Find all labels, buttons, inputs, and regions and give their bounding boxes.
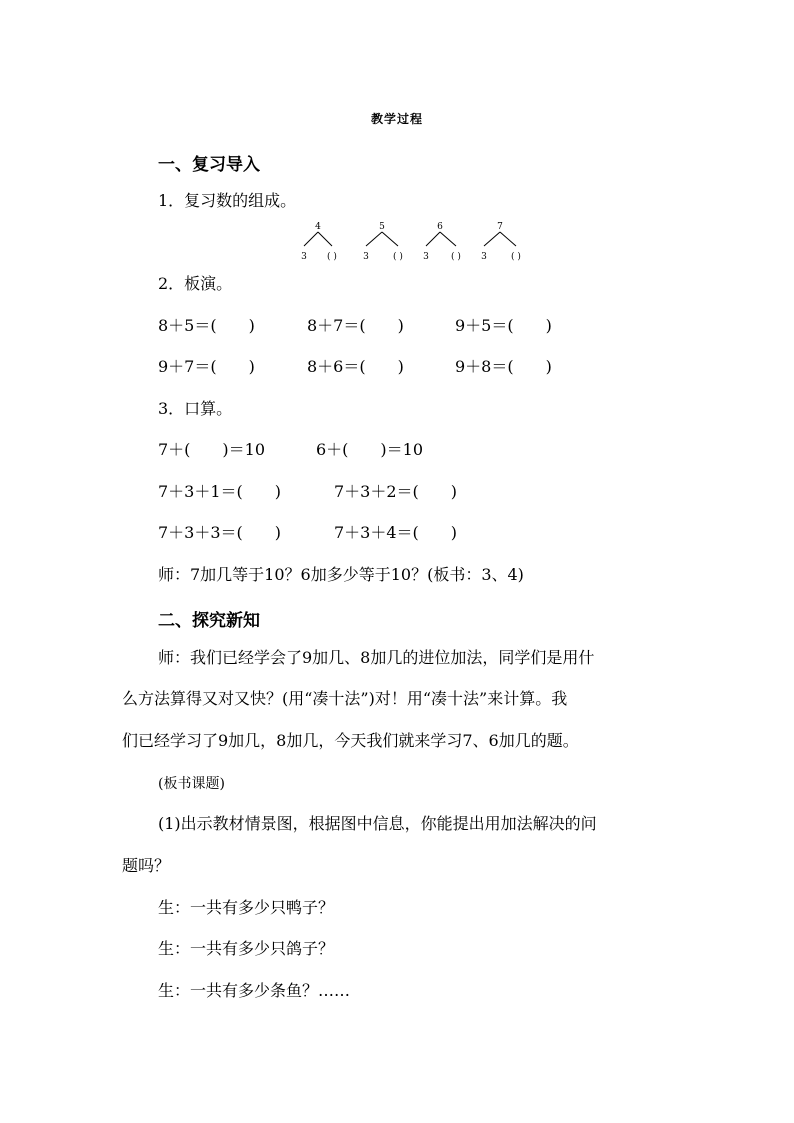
svg-text:3: 3 xyxy=(301,252,307,262)
tree-top-number: 4 xyxy=(315,222,321,232)
section-heading-review: 一、复习导入 xyxy=(158,155,260,175)
board-equation: 9＋8＝( ) xyxy=(455,357,552,376)
svg-text:6: 6 xyxy=(437,222,443,232)
oral-equation: 7＋( )＝10 xyxy=(158,440,266,459)
student-answer: 生：一共有多少条鱼？…… xyxy=(158,981,351,1000)
board-equation: 8＋6＝( ) xyxy=(307,357,404,376)
board-equation: 8＋5＝( ) xyxy=(158,316,255,335)
paragraph-line: 们已经学习了9加几，8加几，今天我们就来学习7、6加几的题。 xyxy=(122,731,579,750)
oral-equation: 7＋3＋1＝( ) xyxy=(158,482,282,501)
composition-tree-3 xyxy=(423,222,461,262)
board-equation: 9＋5＝( ) xyxy=(455,316,552,335)
student-answer: 生：一共有多少只鸽子？ xyxy=(158,939,335,958)
composition-tree-4 xyxy=(481,222,521,262)
paragraph-line: 么方法算得又对又快？(用“凑十法”)对！用“凑十法”来计算。我 xyxy=(122,689,568,708)
composition-tree-2 xyxy=(363,222,403,262)
item-number-oral: 3．口算。 xyxy=(158,399,233,418)
svg-text:( ): ( ) xyxy=(451,252,461,262)
board-topic-note: (板书课题) xyxy=(158,776,225,792)
composition-tree-1 xyxy=(301,222,337,262)
svg-text:7: 7 xyxy=(497,222,503,232)
svg-text:( ): ( ) xyxy=(393,252,403,262)
svg-text:3: 3 xyxy=(423,252,429,262)
paragraph-line: 题吗？ xyxy=(122,856,171,875)
board-equation: 8＋7＝( ) xyxy=(307,316,404,335)
svg-text:( ): ( ) xyxy=(511,252,521,262)
paragraph-line: 师：我们已经学会了9加几、8加几的进位加法，同学们是用什 xyxy=(158,648,595,667)
student-answer: 生：一共有多少只鸭子？ xyxy=(158,898,335,917)
item-number-composition: 1．复习数的组成。 xyxy=(158,191,297,210)
oral-equation: 7＋3＋3＝( ) xyxy=(158,523,282,542)
oral-equation: 6＋( )＝10 xyxy=(316,440,424,459)
svg-text:3: 3 xyxy=(481,252,487,262)
svg-text:5: 5 xyxy=(379,222,385,232)
svg-text:( ): ( ) xyxy=(327,252,337,262)
board-equation: 9＋7＝( ) xyxy=(158,357,255,376)
paragraph-line: (1)出示教材情景图，根据图中信息，你能提出用加法解决的问 xyxy=(158,814,597,833)
page-title: 教学过程 xyxy=(370,112,423,126)
svg-text:3: 3 xyxy=(363,252,369,262)
teacher-question: 师：7加几等于10？6加多少等于10？(板书：3、4) xyxy=(158,565,524,584)
section-heading-explore: 二、探究新知 xyxy=(158,611,260,631)
number-composition-diagram xyxy=(300,220,540,262)
item-number-board: 2．板演。 xyxy=(158,274,233,293)
oral-equation: 7＋3＋4＝( ) xyxy=(334,523,458,542)
oral-equation: 7＋3＋2＝( ) xyxy=(334,482,458,501)
